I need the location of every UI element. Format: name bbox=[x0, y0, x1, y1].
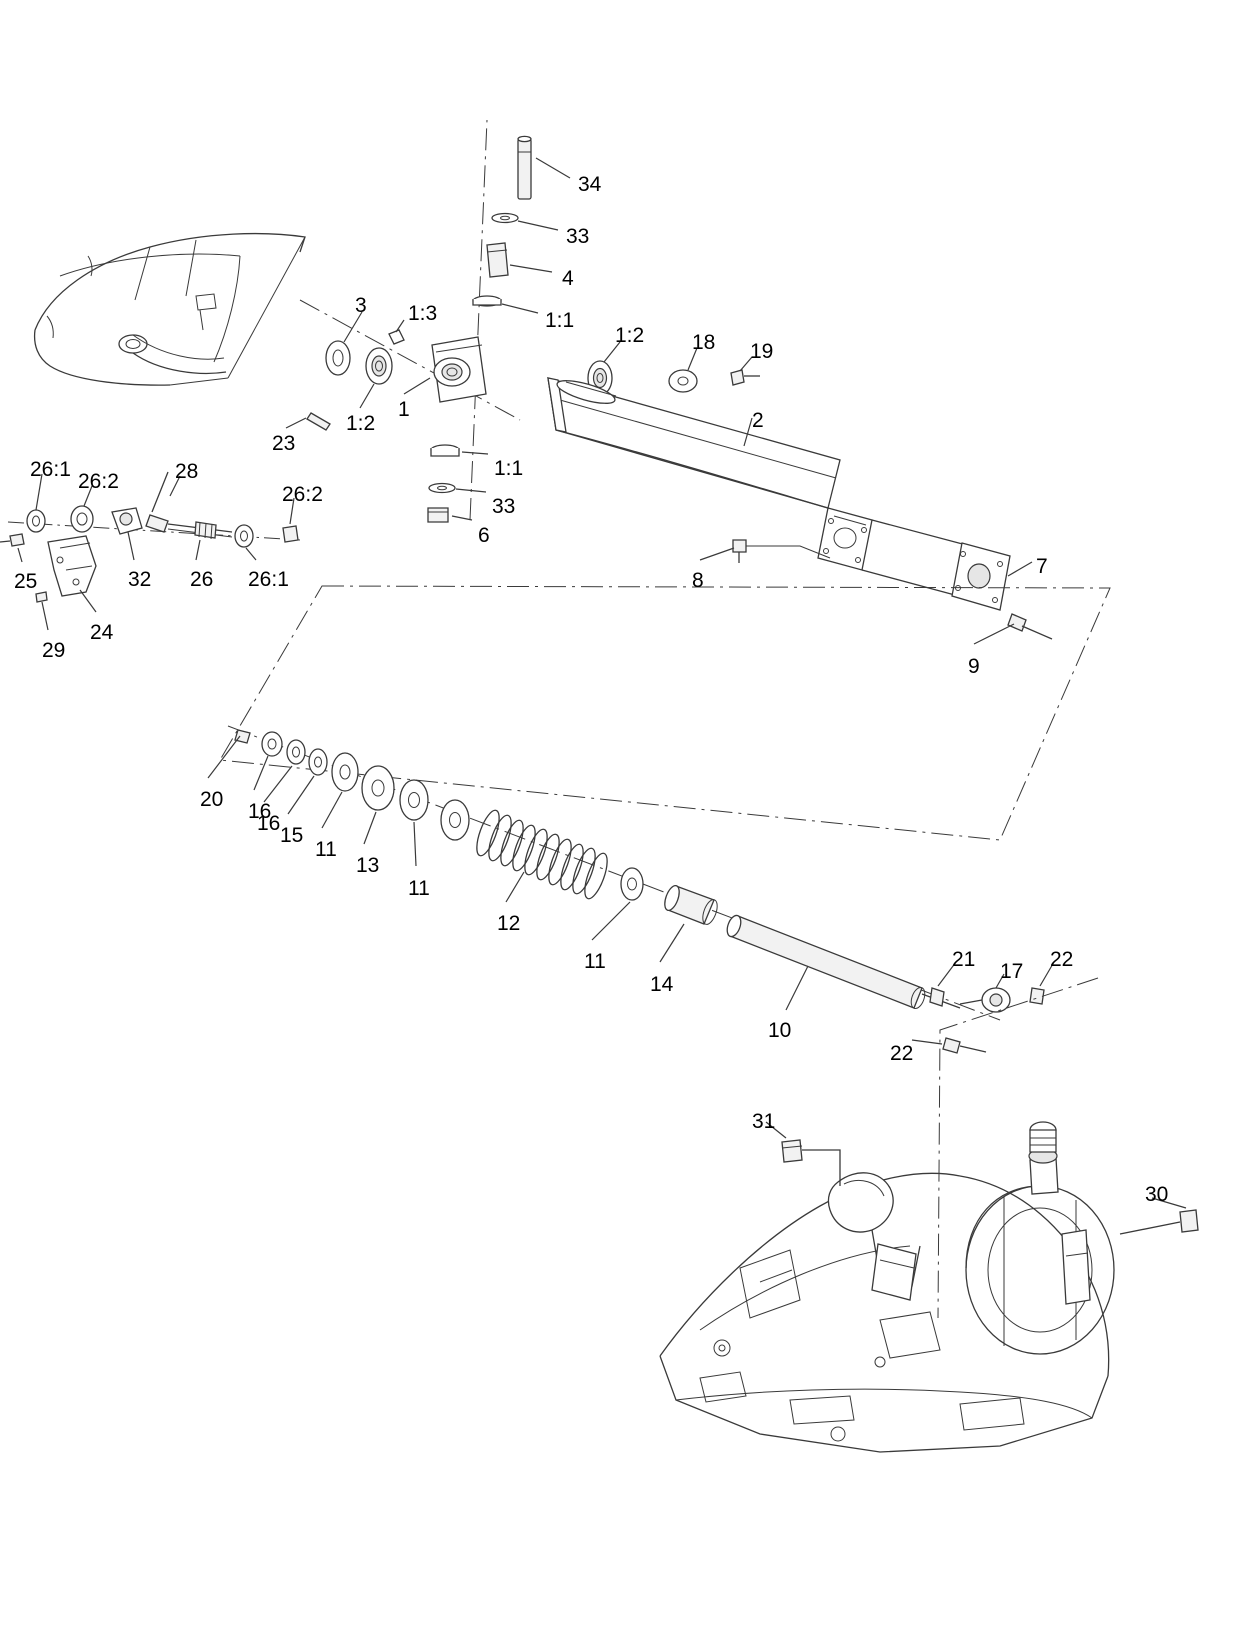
callout-label: 17 bbox=[1000, 960, 1024, 983]
callout-label: 4 bbox=[562, 267, 574, 290]
callout-label: 1:2 bbox=[615, 324, 645, 347]
callout-label: 21 bbox=[952, 948, 976, 971]
callout-label: 1:3 bbox=[408, 302, 438, 325]
callout-label: 26:1 bbox=[248, 568, 289, 591]
callout-label: 11 bbox=[584, 950, 606, 973]
callout-label: 26:2 bbox=[78, 470, 119, 493]
callout-label: 25 bbox=[14, 570, 38, 593]
callout-label: 1:1 bbox=[545, 309, 575, 332]
callout-label: 24 bbox=[90, 621, 114, 644]
callout-label: 14 bbox=[650, 973, 674, 996]
callout-label: 1 bbox=[398, 398, 410, 421]
callout-label: 16 bbox=[257, 812, 281, 835]
callout-label: 26:2 bbox=[282, 483, 323, 506]
callout-label: 8 bbox=[692, 569, 704, 592]
callout-label: 19 bbox=[750, 340, 774, 363]
callout-label: 32 bbox=[128, 568, 152, 591]
callout-label: 2 bbox=[752, 409, 764, 432]
callout-label: 15 bbox=[280, 824, 304, 847]
callout-label: 3 bbox=[355, 294, 367, 317]
callout-label: 26 bbox=[190, 568, 214, 591]
callout-label: 11 bbox=[315, 838, 337, 861]
callout-label: 1:2 bbox=[346, 412, 376, 435]
callout-label: 13 bbox=[356, 854, 380, 877]
callout-label: 10 bbox=[768, 1019, 792, 1042]
callout-label: 23 bbox=[272, 432, 296, 455]
callout-label: 26:1 bbox=[30, 458, 71, 481]
callout-label: 29 bbox=[42, 639, 66, 662]
callout-label: 9 bbox=[968, 655, 980, 678]
callout-label: 31 bbox=[752, 1110, 776, 1133]
callout-label: 33 bbox=[566, 225, 590, 248]
callout-label: 18 bbox=[692, 331, 716, 354]
callout-label: 7 bbox=[1036, 555, 1048, 578]
callout-label: 20 bbox=[200, 788, 224, 811]
callout-label: 28 bbox=[175, 460, 199, 483]
callout-label: 33 bbox=[492, 495, 516, 518]
callout-label: 22 bbox=[890, 1042, 914, 1065]
callout-label: 6 bbox=[478, 524, 490, 547]
callout-label: 11 bbox=[408, 877, 430, 900]
callout-label: 12 bbox=[497, 912, 521, 935]
callout-label: 34 bbox=[578, 173, 602, 196]
callout-label: 16 bbox=[248, 800, 272, 823]
callout-label: 22 bbox=[1050, 948, 1074, 971]
callout-label: 30 bbox=[1145, 1183, 1169, 1206]
callout-label: 1:1 bbox=[494, 457, 524, 480]
